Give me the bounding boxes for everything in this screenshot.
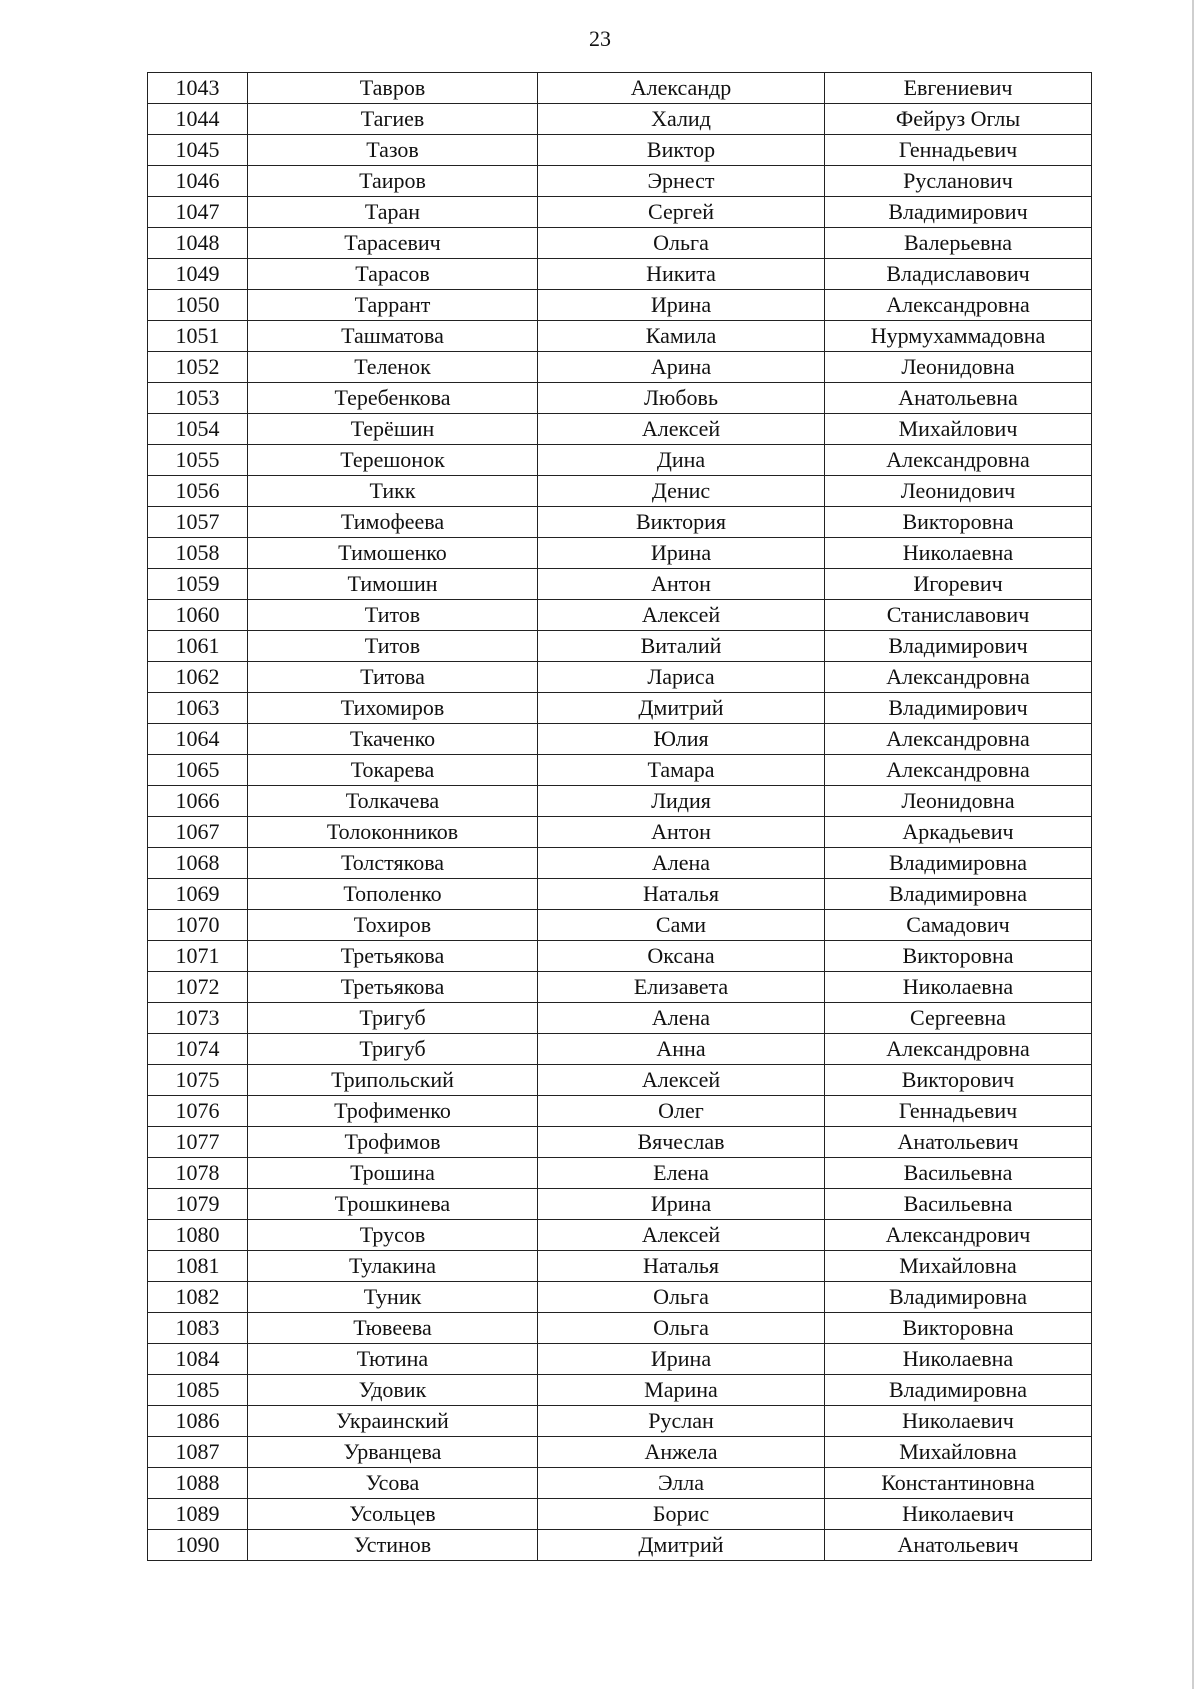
row-number-cell: 1066	[148, 786, 248, 817]
patronymic-cell: Нурмухаммадовна	[825, 321, 1092, 352]
last-name-cell: Трошина	[248, 1158, 538, 1189]
last-name-cell: Урванцева	[248, 1437, 538, 1468]
patronymic-cell: Владимирович	[825, 693, 1092, 724]
last-name-cell: Тютина	[248, 1344, 538, 1375]
row-number-cell: 1054	[148, 414, 248, 445]
last-name-cell: Тавров	[248, 73, 538, 104]
first-name-cell: Антон	[538, 817, 825, 848]
patronymic-cell: Александрович	[825, 1220, 1092, 1251]
row-number-cell: 1056	[148, 476, 248, 507]
table-row	[148, 1065, 1092, 1096]
patronymic-cell: Геннадьевич	[825, 135, 1092, 166]
page-number: 23	[589, 26, 611, 51]
patronymic-cell: Николаевна	[825, 538, 1092, 569]
patronymic-cell: Владимировна	[825, 879, 1092, 910]
row-number-cell: 1080	[148, 1220, 248, 1251]
first-name-cell: Сергей	[538, 197, 825, 228]
first-name-cell: Алена	[538, 1003, 825, 1034]
last-name-cell: Титова	[248, 662, 538, 693]
table-row	[148, 662, 1092, 693]
first-name-cell: Алексей	[538, 1220, 825, 1251]
first-name-cell: Наталья	[538, 1251, 825, 1282]
first-name-cell: Елена	[538, 1158, 825, 1189]
patronymic-cell: Николаевич	[825, 1406, 1092, 1437]
table-row	[148, 1220, 1092, 1251]
last-name-cell: Толоконников	[248, 817, 538, 848]
row-number-cell: 1060	[148, 600, 248, 631]
row-number-cell: 1088	[148, 1468, 248, 1499]
patronymic-cell: Русланович	[825, 166, 1092, 197]
row-number-cell: 1074	[148, 1034, 248, 1065]
row-number-cell: 1052	[148, 352, 248, 383]
row-number-cell: 1082	[148, 1282, 248, 1313]
table-row	[148, 786, 1092, 817]
row-number-cell: 1067	[148, 817, 248, 848]
table-row	[148, 817, 1092, 848]
patronymic-cell: Васильевна	[825, 1158, 1092, 1189]
table-row	[148, 1003, 1092, 1034]
first-name-cell: Алена	[538, 848, 825, 879]
patronymic-cell: Александровна	[825, 290, 1092, 321]
row-number-cell: 1070	[148, 910, 248, 941]
last-name-cell: Третьякова	[248, 972, 538, 1003]
patronymic-cell: Анатольевич	[825, 1530, 1092, 1561]
first-name-cell: Ольга	[538, 1282, 825, 1313]
patronymic-cell: Михайловна	[825, 1437, 1092, 1468]
last-name-cell: Усольцев	[248, 1499, 538, 1530]
last-name-cell: Таиров	[248, 166, 538, 197]
patronymic-cell: Александровна	[825, 724, 1092, 755]
table-row	[148, 104, 1092, 135]
row-number-cell: 1086	[148, 1406, 248, 1437]
row-number-cell: 1055	[148, 445, 248, 476]
last-name-cell: Тарасевич	[248, 228, 538, 259]
table-row	[148, 848, 1092, 879]
names-table-body	[148, 73, 1092, 1561]
row-number-cell: 1048	[148, 228, 248, 259]
table-row	[148, 941, 1092, 972]
row-number-cell: 1085	[148, 1375, 248, 1406]
patronymic-cell: Александровна	[825, 662, 1092, 693]
last-name-cell: Тополенко	[248, 879, 538, 910]
first-name-cell: Виктория	[538, 507, 825, 538]
row-number-cell: 1045	[148, 135, 248, 166]
last-name-cell: Усова	[248, 1468, 538, 1499]
row-number-cell: 1046	[148, 166, 248, 197]
row-number-cell: 1057	[148, 507, 248, 538]
first-name-cell: Вячеслав	[538, 1127, 825, 1158]
last-name-cell: Таррант	[248, 290, 538, 321]
names-table	[147, 72, 1092, 1561]
table-row	[148, 1437, 1092, 1468]
table-row	[148, 476, 1092, 507]
row-number-cell: 1064	[148, 724, 248, 755]
patronymic-cell: Леонидовна	[825, 352, 1092, 383]
first-name-cell: Виктор	[538, 135, 825, 166]
first-name-cell: Дмитрий	[538, 693, 825, 724]
row-number-cell: 1071	[148, 941, 248, 972]
table-row	[148, 1499, 1092, 1530]
first-name-cell: Лариса	[538, 662, 825, 693]
scan-edge-line	[1192, 0, 1194, 1689]
first-name-cell: Анжела	[538, 1437, 825, 1468]
patronymic-cell: Анатольевич	[825, 1127, 1092, 1158]
table-row	[148, 290, 1092, 321]
row-number-cell: 1079	[148, 1189, 248, 1220]
table-row	[148, 755, 1092, 786]
first-name-cell: Наталья	[538, 879, 825, 910]
last-name-cell: Устинов	[248, 1530, 538, 1561]
patronymic-cell: Геннадьевич	[825, 1096, 1092, 1127]
first-name-cell: Руслан	[538, 1406, 825, 1437]
table-row	[148, 693, 1092, 724]
last-name-cell: Ткаченко	[248, 724, 538, 755]
table-row	[148, 228, 1092, 259]
last-name-cell: Токарева	[248, 755, 538, 786]
patronymic-cell: Владимировна	[825, 1375, 1092, 1406]
patronymic-cell: Александровна	[825, 445, 1092, 476]
patronymic-cell: Николаевна	[825, 1344, 1092, 1375]
table-row	[148, 1313, 1092, 1344]
first-name-cell: Юлия	[538, 724, 825, 755]
table-row	[148, 321, 1092, 352]
first-name-cell: Ольга	[538, 228, 825, 259]
first-name-cell: Дмитрий	[538, 1530, 825, 1561]
patronymic-cell: Викторовна	[825, 1313, 1092, 1344]
table-row	[148, 569, 1092, 600]
last-name-cell: Таран	[248, 197, 538, 228]
last-name-cell: Тулакина	[248, 1251, 538, 1282]
first-name-cell: Никита	[538, 259, 825, 290]
row-number-cell: 1072	[148, 972, 248, 1003]
table-row	[148, 1344, 1092, 1375]
last-name-cell: Тригуб	[248, 1034, 538, 1065]
first-name-cell: Оксана	[538, 941, 825, 972]
last-name-cell: Тихомиров	[248, 693, 538, 724]
patronymic-cell: Леонидовна	[825, 786, 1092, 817]
last-name-cell: Толстякова	[248, 848, 538, 879]
patronymic-cell: Самадович	[825, 910, 1092, 941]
last-name-cell: Тагиев	[248, 104, 538, 135]
table-row	[148, 197, 1092, 228]
patronymic-cell: Евгениевич	[825, 73, 1092, 104]
first-name-cell: Сами	[538, 910, 825, 941]
patronymic-cell: Сергеевна	[825, 1003, 1092, 1034]
last-name-cell: Терёшин	[248, 414, 538, 445]
last-name-cell: Трипольский	[248, 1065, 538, 1096]
row-number-cell: 1051	[148, 321, 248, 352]
patronymic-cell: Константиновна	[825, 1468, 1092, 1499]
table-row	[148, 73, 1092, 104]
first-name-cell: Камила	[538, 321, 825, 352]
row-number-cell: 1076	[148, 1096, 248, 1127]
first-name-cell: Алексей	[538, 414, 825, 445]
table-row	[148, 1096, 1092, 1127]
first-name-cell: Антон	[538, 569, 825, 600]
table-row	[148, 1127, 1092, 1158]
patronymic-cell: Владимирович	[825, 631, 1092, 662]
table-row	[148, 1406, 1092, 1437]
table-row	[148, 1251, 1092, 1282]
first-name-cell: Ирина	[538, 290, 825, 321]
row-number-cell: 1061	[148, 631, 248, 662]
row-number-cell: 1058	[148, 538, 248, 569]
row-number-cell: 1050	[148, 290, 248, 321]
last-name-cell: Трофимов	[248, 1127, 538, 1158]
first-name-cell: Ирина	[538, 1344, 825, 1375]
row-number-cell: 1044	[148, 104, 248, 135]
table-row	[148, 1034, 1092, 1065]
patronymic-cell: Михайловна	[825, 1251, 1092, 1282]
row-number-cell: 1063	[148, 693, 248, 724]
row-number-cell: 1084	[148, 1344, 248, 1375]
last-name-cell: Тригуб	[248, 1003, 538, 1034]
row-number-cell: 1043	[148, 73, 248, 104]
first-name-cell: Ирина	[538, 1189, 825, 1220]
row-number-cell: 1087	[148, 1437, 248, 1468]
first-name-cell: Александр	[538, 73, 825, 104]
patronymic-cell: Станиславович	[825, 600, 1092, 631]
last-name-cell: Трофименко	[248, 1096, 538, 1127]
first-name-cell: Лидия	[538, 786, 825, 817]
table-row	[148, 724, 1092, 755]
last-name-cell: Теленок	[248, 352, 538, 383]
table-row	[148, 1530, 1092, 1561]
first-name-cell: Алексей	[538, 600, 825, 631]
patronymic-cell: Владимирович	[825, 197, 1092, 228]
patronymic-cell: Владимировна	[825, 848, 1092, 879]
patronymic-cell: Викторовна	[825, 941, 1092, 972]
first-name-cell: Эрнест	[538, 166, 825, 197]
last-name-cell: Тимошенко	[248, 538, 538, 569]
last-name-cell: Тохиров	[248, 910, 538, 941]
table-row	[148, 1468, 1092, 1499]
patronymic-cell: Игоревич	[825, 569, 1092, 600]
table-row	[148, 1282, 1092, 1313]
table-row	[148, 1158, 1092, 1189]
row-number-cell: 1081	[148, 1251, 248, 1282]
last-name-cell: Тарасов	[248, 259, 538, 290]
last-name-cell: Ташматова	[248, 321, 538, 352]
row-number-cell: 1089	[148, 1499, 248, 1530]
patronymic-cell: Викторовна	[825, 507, 1092, 538]
first-name-cell: Тамара	[538, 755, 825, 786]
last-name-cell: Трошкинева	[248, 1189, 538, 1220]
last-name-cell: Тимошин	[248, 569, 538, 600]
table-row	[148, 445, 1092, 476]
row-number-cell: 1062	[148, 662, 248, 693]
table-row	[148, 259, 1092, 290]
first-name-cell: Ольга	[538, 1313, 825, 1344]
table-row	[148, 910, 1092, 941]
last-name-cell: Тазов	[248, 135, 538, 166]
first-name-cell: Виталий	[538, 631, 825, 662]
row-number-cell: 1090	[148, 1530, 248, 1561]
patronymic-cell: Михайлович	[825, 414, 1092, 445]
row-number-cell: 1065	[148, 755, 248, 786]
last-name-cell: Толкачева	[248, 786, 538, 817]
first-name-cell: Анна	[538, 1034, 825, 1065]
table-row	[148, 879, 1092, 910]
last-name-cell: Тикк	[248, 476, 538, 507]
table-row	[148, 352, 1092, 383]
table-row	[148, 414, 1092, 445]
patronymic-cell: Аркадьевич	[825, 817, 1092, 848]
patronymic-cell: Викторович	[825, 1065, 1092, 1096]
last-name-cell: Украинский	[248, 1406, 538, 1437]
patronymic-cell: Владиславович	[825, 259, 1092, 290]
row-number-cell: 1075	[148, 1065, 248, 1096]
patronymic-cell: Николаевна	[825, 972, 1092, 1003]
row-number-cell: 1053	[148, 383, 248, 414]
table-row	[148, 538, 1092, 569]
last-name-cell: Тимофеева	[248, 507, 538, 538]
first-name-cell: Марина	[538, 1375, 825, 1406]
table-row	[148, 507, 1092, 538]
last-name-cell: Туник	[248, 1282, 538, 1313]
first-name-cell: Элла	[538, 1468, 825, 1499]
last-name-cell: Титов	[248, 600, 538, 631]
table-row	[148, 383, 1092, 414]
patronymic-cell: Владимировна	[825, 1282, 1092, 1313]
patronymic-cell: Валерьевна	[825, 228, 1092, 259]
patronymic-cell: Фейруз Оглы	[825, 104, 1092, 135]
last-name-cell: Третьякова	[248, 941, 538, 972]
first-name-cell: Борис	[538, 1499, 825, 1530]
first-name-cell: Денис	[538, 476, 825, 507]
table-row	[148, 600, 1092, 631]
last-name-cell: Удовик	[248, 1375, 538, 1406]
row-number-cell: 1049	[148, 259, 248, 290]
first-name-cell: Любовь	[538, 383, 825, 414]
patronymic-cell: Александровна	[825, 1034, 1092, 1065]
table-row	[148, 135, 1092, 166]
first-name-cell: Дина	[538, 445, 825, 476]
last-name-cell: Теребенкова	[248, 383, 538, 414]
patronymic-cell: Леонидович	[825, 476, 1092, 507]
first-name-cell: Арина	[538, 352, 825, 383]
table-row	[148, 1189, 1092, 1220]
row-number-cell: 1083	[148, 1313, 248, 1344]
table-row	[148, 631, 1092, 662]
table-row	[148, 1375, 1092, 1406]
first-name-cell: Алексей	[538, 1065, 825, 1096]
row-number-cell: 1073	[148, 1003, 248, 1034]
table-row	[148, 166, 1092, 197]
first-name-cell: Олег	[538, 1096, 825, 1127]
first-name-cell: Елизавета	[538, 972, 825, 1003]
first-name-cell: Ирина	[538, 538, 825, 569]
first-name-cell: Халид	[538, 104, 825, 135]
row-number-cell: 1069	[148, 879, 248, 910]
row-number-cell: 1059	[148, 569, 248, 600]
row-number-cell: 1068	[148, 848, 248, 879]
row-number-cell: 1047	[148, 197, 248, 228]
patronymic-cell: Васильевна	[825, 1189, 1092, 1220]
last-name-cell: Терешонок	[248, 445, 538, 476]
last-name-cell: Тювеева	[248, 1313, 538, 1344]
row-number-cell: 1078	[148, 1158, 248, 1189]
last-name-cell: Титов	[248, 631, 538, 662]
row-number-cell: 1077	[148, 1127, 248, 1158]
patronymic-cell: Анатольевна	[825, 383, 1092, 414]
last-name-cell: Трусов	[248, 1220, 538, 1251]
patronymic-cell: Александровна	[825, 755, 1092, 786]
patronymic-cell: Николаевич	[825, 1499, 1092, 1530]
table-row	[148, 972, 1092, 1003]
